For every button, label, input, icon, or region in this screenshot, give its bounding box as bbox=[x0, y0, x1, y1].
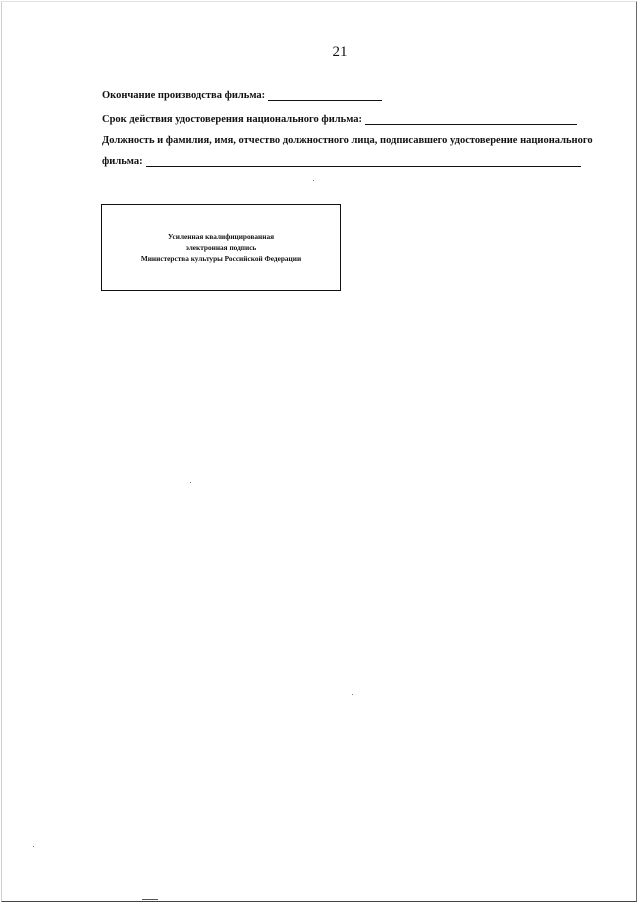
scan-speck bbox=[33, 846, 34, 847]
production-end-blank bbox=[268, 90, 382, 101]
stamp-line-2: электронная подпись bbox=[185, 243, 257, 252]
page-number: 21 bbox=[332, 44, 348, 60]
certificate-validity-label: Срок действия удостоверения национального фильма: bbox=[102, 114, 363, 125]
production-end-field bbox=[102, 90, 382, 101]
signatory-blank bbox=[146, 156, 581, 167]
scan-speck bbox=[352, 694, 353, 695]
certificate-validity-blank bbox=[365, 114, 577, 125]
stamp-line-3: Министерства культуры Российской Федерации bbox=[140, 254, 302, 263]
scan-speck bbox=[190, 482, 191, 483]
signatory-label-line1: Должность и фамилия, имя, отчество должностного лица, подписавшего удостоверение национального bbox=[102, 135, 593, 146]
scan-mark bbox=[142, 899, 158, 900]
scan-speck bbox=[313, 180, 314, 181]
electronic-signature-stamp bbox=[101, 204, 341, 291]
stamp-line-1: Усиленная квалифицированная bbox=[167, 232, 275, 241]
production-end-label: Окончание производства фильма: bbox=[102, 90, 266, 101]
signatory-label-line2: фильма: bbox=[102, 156, 143, 167]
certificate-validity-field bbox=[102, 114, 577, 125]
signatory-field bbox=[102, 156, 581, 167]
